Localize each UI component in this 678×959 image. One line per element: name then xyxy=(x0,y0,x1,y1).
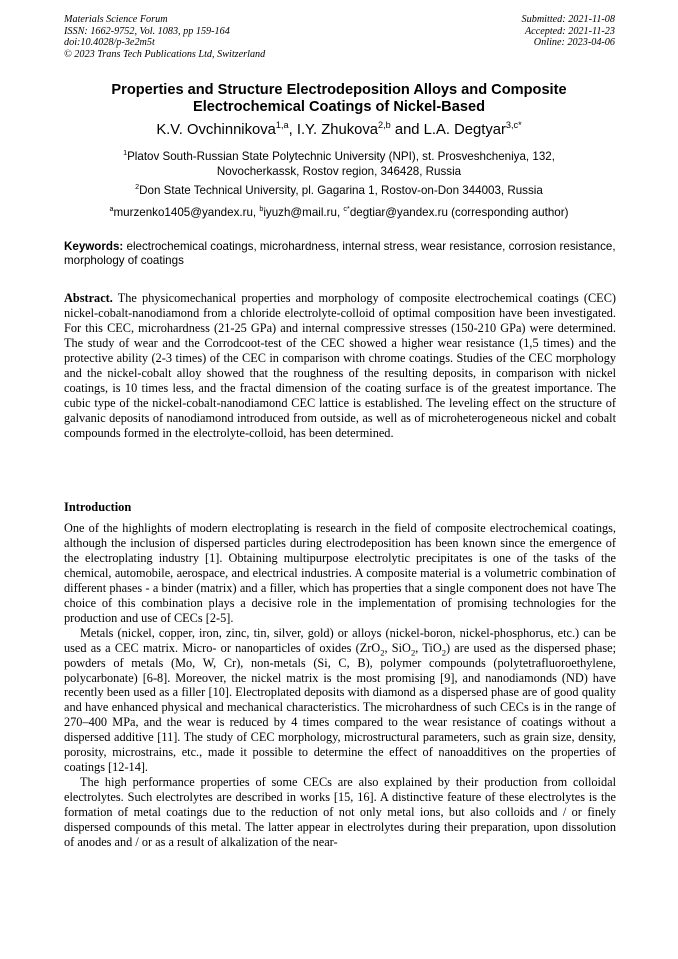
journal-info xyxy=(64,14,265,60)
author-name: K.V. Ovchinnikova xyxy=(156,122,276,138)
paper-title xyxy=(60,82,618,116)
submission-dates xyxy=(522,14,615,49)
email-link[interactable]: iyuzh@mail.ru, xyxy=(263,206,344,219)
affiliation-text: Don State Technical University, pl. Gagarina 1, Rostov-on-Don 344003, Russia xyxy=(139,184,543,197)
paragraph: One of the highlights of modern electroplating is research in the field of composite electrochemical coatings, although the inclusion of dispersed particles during electrodeposition has been known since the emergence of the electroplating industry [1]. Obtaining multipurpose electrolytic precipitates is one of the tasks of the chemical, automobile, aerospace, and electrical industries. A composite material is a volumetric combination of different phases - a binder (matrix) and a filler, which has properties that a single component does not have The choice of this combination plays a decisive role in the implementation of promising technologies for the production and use of CECs [2-5]. xyxy=(64,521,616,625)
doi-line: doi:10.4028/p-3e2m5t xyxy=(64,37,155,49)
author-affiliation-marker: 2,b xyxy=(378,120,391,131)
affiliation-number: 2 xyxy=(135,182,140,192)
paragraph: Metals (nickel, copper, iron, zinc, tin, silver, gold) or alloys (nickel-boron, nickel-phosphorus, etc.) can be used as a CEC matrix. Micro- or nanoparticles of oxides (ZrO$_2$, SiO$_2$, TiO$_2$) are used as the dispersed phase; powders of metals (Mo, W, Cr), non-metals (Si, C, B), polymer compounds (polytetrafluoroethylene, polycarbonate) [6-8]. Moreover, the nickel matrix is the most promising [9], and nanodiamonds (ND) have recently been used as a filler [10]. Electroplated deposits with diamond as a dispersed phase are of good quality and have enhanced physical and mechanical characteristics. The microhardness of such CECs is in the range of 270–400 MPa, and the wear is reduced by 4 times compared to the wear resistance of coatings without a dispersed additive [11]. The study of CEC morphology, microstructural parameters, such as grain size, density, porosity, microstrains, etc., made it possible to determine the effect of nanoadditives on the properties of coatings [12-14]. xyxy=(64,625,616,775)
author-list xyxy=(60,121,618,139)
keywords xyxy=(64,240,616,269)
author-affiliation-marker: 3,c* xyxy=(505,120,522,131)
accepted-date: Accepted: 2021-11-23 xyxy=(524,25,615,37)
abstract-label: Abstract. xyxy=(64,291,113,305)
paragraph: The high performance properties of some CECs are also explained by their production from colloidal electrolytes. Such electrolytes are described in works [15, 16]. A distinctive feature of these electrolytes is the formation of metal coatings due to the reduction of not only metal ions, but also colloids and / or finely dispersed compounds of this metal. The latter appear in electrolytes during their preparation, upon dissolution of anodes and / or as a result of alkalization of the near- xyxy=(64,775,616,850)
introduction-body xyxy=(64,521,616,850)
email-marker: a xyxy=(109,204,114,214)
online-date: Online: 2023-04-06 xyxy=(533,37,615,49)
section-heading-introduction: Introduction xyxy=(64,500,132,514)
affiliation-2 xyxy=(60,184,618,199)
email-link[interactable]: degtiar@yandex.ru (corresponding author) xyxy=(349,206,569,219)
copyright-line: © 2023 Trans Tech Publications Ltd, Switzerland xyxy=(64,48,266,60)
journal-name: Materials Science Forum xyxy=(64,14,168,25)
affiliation-number: 1 xyxy=(123,148,128,158)
submitted-date: Submitted: 2021-11-08 xyxy=(521,14,615,25)
affiliation-1 xyxy=(60,150,618,179)
keywords-text: electrochemical coatings, microhardness, internal stress, wear resistance, corrosion resistance, morphology of coatings xyxy=(64,240,616,268)
affiliation-text: Platov South-Russian State Polytechnic University (NPI), st. Prosveshcheniya, 132, xyxy=(127,150,555,163)
author-separator: and xyxy=(390,122,424,138)
title-line-2: Electrochemical Coatings of Nickel-Based xyxy=(193,99,485,115)
author-emails xyxy=(60,206,618,221)
issn-line: ISSN: 1662-9752, Vol. 1083, pp 159-164 xyxy=(64,25,230,37)
email-marker: c* xyxy=(343,204,350,214)
author-affiliation-marker: 1,a xyxy=(275,120,289,131)
abstract xyxy=(64,291,616,441)
keywords-label: Keywords: xyxy=(64,240,124,253)
abstract-text: The physicomechanical properties and morphology of composite electrochemical coatings (CEC) nickel-cobalt-nanodiamond from a chloride electrolyte-colloid of optimal composition have been investigated. For this CEC, microhardness (21-25 GPa) and internal compressive stresses (150-210 GPa) were determined. The study of wear and the Corrodcoot-test of the CEC showed a higher wear resistance (1,5 times) and the protective ability (2-3 times) of the CEC in comparison with chrome coatings. Studies of the CEC morphology and the nickel-cobalt alloy showed that the roughness of the resulting deposits, in comparison with nickel coatings, is 10 times less, and the fractal dimension of the coating surface is of the greatest importance. The cubic type of the nickel-cobalt-nanodiamond CEC lattice is established. The leveling effect on the structure of galvanic deposits of nanodiamond introduced from outside, as well as of microheterogeneous nickel and cobalt compounds formed in the electrolyte-colloid, has been determined. xyxy=(64,291,616,440)
email-link[interactable]: murzenko1405@yandex.ru, xyxy=(113,206,260,219)
author-name: I.Y. Zhukova xyxy=(296,122,378,138)
title-line-1: Properties and Structure Electrodeposition Alloys and Composite xyxy=(111,82,567,98)
author-separator: , xyxy=(288,122,297,138)
author-name: L.A. Degtyar xyxy=(423,122,506,138)
email-marker: b xyxy=(259,204,264,214)
affiliation-text: Novocherkassk, Rostov region, 346428, Russia xyxy=(216,164,462,178)
